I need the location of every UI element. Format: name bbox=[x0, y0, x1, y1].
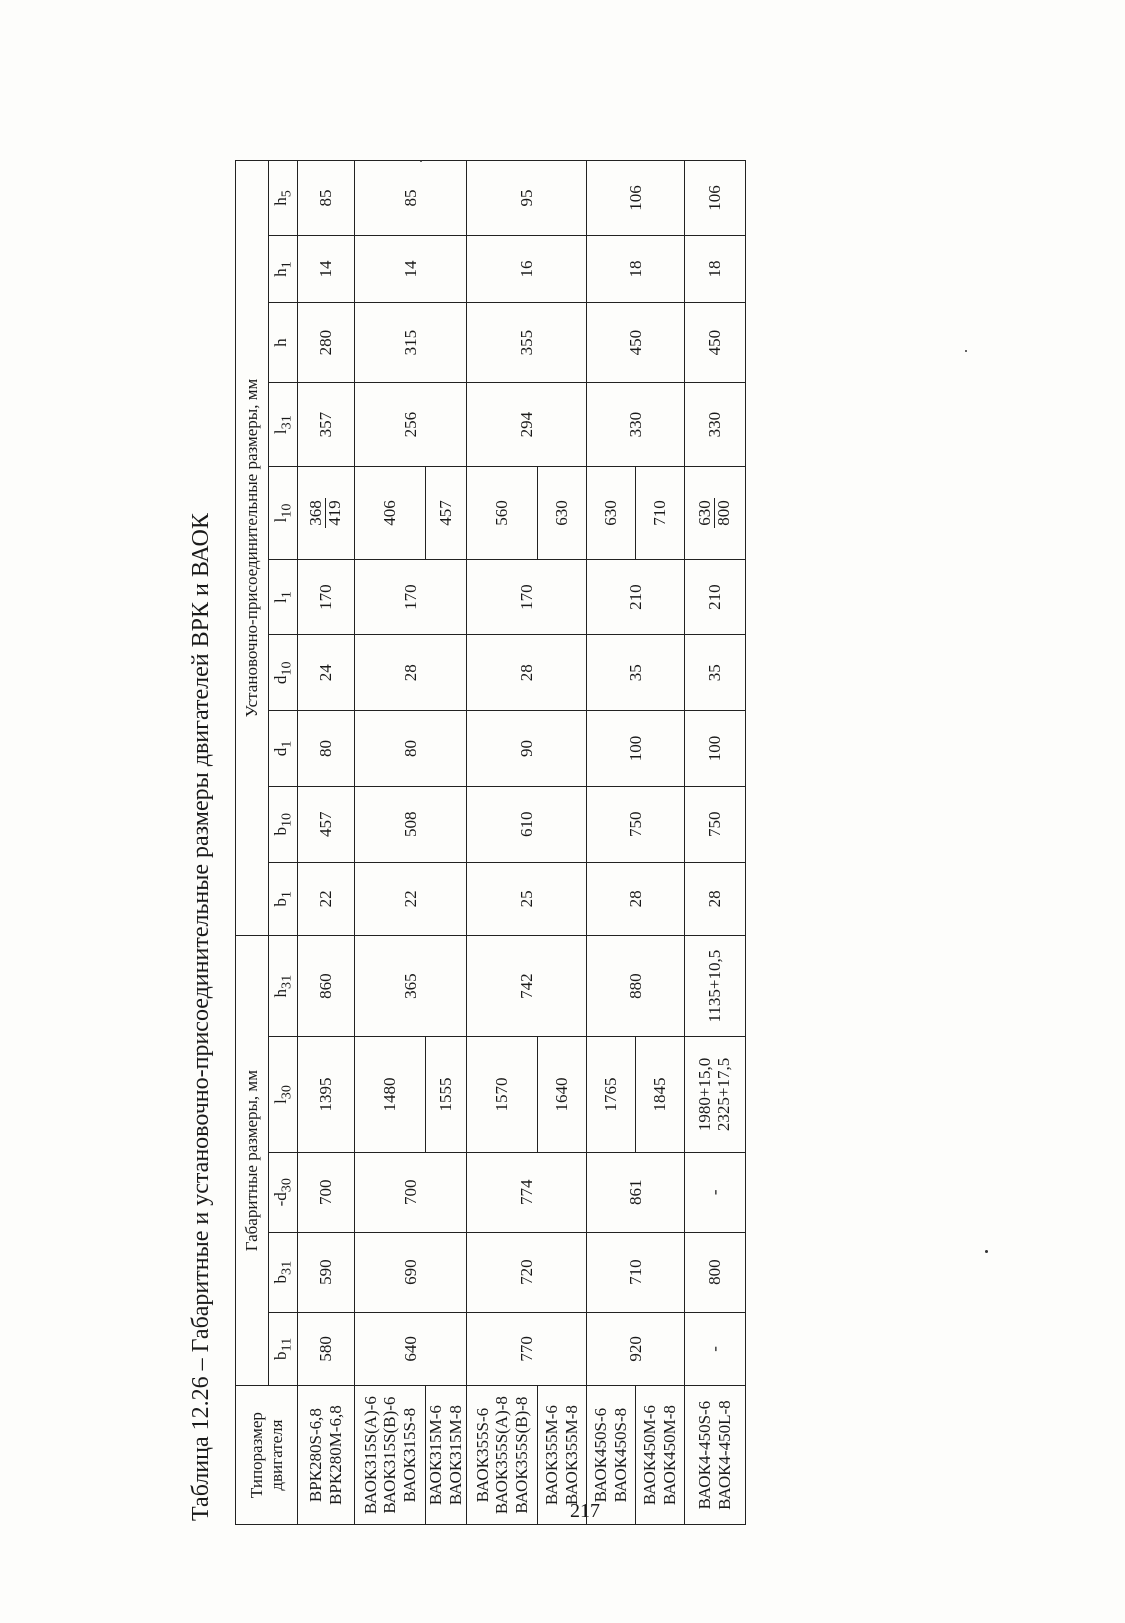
value-cell: - bbox=[685, 1312, 746, 1386]
col-b1: $b_1$ bbox=[269, 862, 298, 936]
value-cell: 1845 bbox=[636, 1037, 685, 1153]
col-b31: $b_{31}$ bbox=[269, 1232, 298, 1312]
value-cell: 280 bbox=[298, 303, 355, 383]
value-cell: - bbox=[685, 1152, 746, 1232]
value-cell: 406 bbox=[355, 467, 426, 560]
page-number: 217 bbox=[570, 1500, 600, 1522]
value-cell: 210 bbox=[685, 559, 746, 635]
value-cell: 700 bbox=[298, 1152, 355, 1232]
type-cell: ВАОК4-450S-6 ВАОК4-450L-8 bbox=[685, 1386, 746, 1525]
value-cell: 95 bbox=[467, 161, 587, 236]
value-cell: 1480 bbox=[355, 1037, 426, 1153]
value-cell: 1395 bbox=[298, 1037, 355, 1153]
type-cell: ВАОК450М-6 ВАОК450М-8 bbox=[636, 1386, 685, 1525]
value-cell: 610 bbox=[467, 786, 587, 862]
value-cell: 80 bbox=[298, 711, 355, 787]
value-cell: 508 bbox=[355, 786, 467, 862]
value-cell: 580 bbox=[298, 1312, 355, 1386]
value-cell: 28 bbox=[685, 862, 746, 936]
type-cell: ВАОК355S-6 ВАОК355S(А)-8 ВАОК355S(В)-8 bbox=[467, 1386, 538, 1525]
value-cell: 700 bbox=[355, 1152, 467, 1232]
col-l30: $l_{30}$ bbox=[269, 1037, 298, 1153]
header-type-line1: Типоразмер bbox=[246, 1412, 266, 1499]
value-cell: 640 bbox=[355, 1312, 467, 1386]
value-cell: 22 bbox=[298, 862, 355, 936]
table-row bbox=[467, 161, 538, 1525]
type-cell: ВАОК315S(А)-6 ВАОК315S(В)-6 ВАОК315S-8 bbox=[355, 1386, 426, 1525]
header-type-line2: двигателя bbox=[266, 1419, 286, 1491]
value-cell-fraction: 630 800 bbox=[685, 467, 746, 560]
value-cell: 16 bbox=[467, 235, 587, 302]
scan-speck bbox=[420, 160, 422, 162]
value-cell: 28 bbox=[355, 635, 467, 711]
value-cell: 80 bbox=[355, 711, 467, 787]
value-cell: 770 bbox=[467, 1312, 587, 1386]
value-cell: 22 bbox=[355, 862, 467, 936]
value-cell: 170 bbox=[467, 559, 587, 635]
value-cell: 750 bbox=[587, 786, 685, 862]
value-cell: 14 bbox=[355, 235, 467, 302]
value-cell: 35 bbox=[685, 635, 746, 711]
value-cell: 1555 bbox=[426, 1037, 467, 1153]
value-cell: 630 bbox=[538, 467, 587, 560]
col-d30: $-d_{30}$ bbox=[269, 1152, 298, 1232]
value-cell: 100 bbox=[685, 711, 746, 787]
scan-speck bbox=[985, 1250, 988, 1253]
value-cell: 330 bbox=[587, 383, 685, 467]
value-cell: 330 bbox=[685, 383, 746, 467]
type-cell: ВРК280S-6,8 ВРК280М-6,8 bbox=[298, 1386, 355, 1525]
col-l10: $l_{10}$ bbox=[269, 467, 298, 560]
table-caption: Таблица 12.26 – Габаритные и установочно-присоединительные размеры двигателей ВРК и ВАОК bbox=[188, 513, 214, 1521]
value-cell: 18 bbox=[587, 235, 685, 302]
value-cell: 720 bbox=[467, 1232, 587, 1312]
table-row bbox=[355, 161, 426, 1525]
value-cell: 357 bbox=[298, 383, 355, 467]
col-h5: $h_5$ bbox=[269, 161, 298, 236]
value-cell: 457 bbox=[426, 467, 467, 560]
value-cell: 14 bbox=[298, 235, 355, 302]
table-row bbox=[587, 161, 636, 1525]
value-cell: 106 bbox=[685, 161, 746, 236]
col-b10: $b_{10}$ bbox=[269, 786, 298, 862]
value-cell: 294 bbox=[467, 383, 587, 467]
value-cell: 210 bbox=[587, 559, 685, 635]
table-row bbox=[298, 161, 355, 1525]
value-cell: 750 bbox=[685, 786, 746, 862]
type-cell: ВАОК315М-6 ВАОК315М-8 bbox=[426, 1386, 467, 1525]
scan-speck bbox=[965, 350, 967, 352]
value-cell: 355 bbox=[467, 303, 587, 383]
value-cell: 85 bbox=[298, 161, 355, 236]
value-cell: 25 bbox=[467, 862, 587, 936]
value-cell: 774 bbox=[467, 1152, 587, 1232]
value-cell: 170 bbox=[355, 559, 467, 635]
col-h31: $h_{31}$ bbox=[269, 936, 298, 1037]
value-cell: 861 bbox=[587, 1152, 685, 1232]
value-cell: 365 bbox=[355, 936, 467, 1037]
value-cell: 450 bbox=[587, 303, 685, 383]
value-cell: 457 bbox=[298, 786, 355, 862]
value-cell: 450 bbox=[685, 303, 746, 383]
value-cell: 742 bbox=[467, 936, 587, 1037]
value-cell: 560 bbox=[467, 467, 538, 560]
col-d1: $d_1$ bbox=[269, 711, 298, 787]
value-cell: 920 bbox=[587, 1312, 685, 1386]
dimensions-table bbox=[235, 160, 746, 1525]
value-cell: 106 bbox=[587, 161, 685, 236]
col-h1: $h_1$ bbox=[269, 235, 298, 302]
value-cell: 1765 bbox=[587, 1037, 636, 1153]
value-cell: 880 bbox=[587, 936, 685, 1037]
col-d10: $d_{10}$ bbox=[269, 635, 298, 711]
value-cell: 710 bbox=[636, 467, 685, 560]
col-l31: $l_{31}$ bbox=[269, 383, 298, 467]
value-cell: 860 bbox=[298, 936, 355, 1037]
value-cell: 630 bbox=[587, 467, 636, 560]
value-cell: 24 bbox=[298, 635, 355, 711]
table-row bbox=[685, 161, 746, 1525]
rotated-page-content bbox=[180, 135, 820, 1535]
value-cell: 90 bbox=[467, 711, 587, 787]
value-cell: 18 bbox=[685, 235, 746, 302]
col-h: h bbox=[269, 303, 298, 383]
value-cell: 35 bbox=[587, 635, 685, 711]
header-overall-group: Габаритные размеры, мм bbox=[236, 936, 269, 1386]
value-cell: 690 bbox=[355, 1232, 467, 1312]
value-cell: 315 bbox=[355, 303, 467, 383]
value-cell: 590 bbox=[298, 1232, 355, 1312]
value-cell: 28 bbox=[467, 635, 587, 711]
col-b11: $b_{11}$ bbox=[269, 1312, 298, 1386]
value-cell-fraction: 368 419 bbox=[298, 467, 355, 560]
value-cell: 256 bbox=[355, 383, 467, 467]
value-cell: 1135+10,5 bbox=[685, 936, 746, 1037]
value-cell: 1980+15,0 2325+17,5 bbox=[685, 1037, 746, 1153]
header-mounting-group: Установочно-присоединительные размеры, мм bbox=[236, 161, 269, 936]
value-cell: 1640 bbox=[538, 1037, 587, 1153]
type-cell: ВАОК450S-6 ВАОК450S-8 bbox=[587, 1386, 636, 1525]
value-cell: 800 bbox=[685, 1232, 746, 1312]
value-cell: 100 bbox=[587, 711, 685, 787]
col-l1: $l_1$ bbox=[269, 559, 298, 635]
value-cell: 170 bbox=[298, 559, 355, 635]
value-cell: 28 bbox=[587, 862, 685, 936]
type-cell: ВАОК355М-6 ВАОК355М-8 bbox=[538, 1386, 587, 1525]
value-cell: 85 bbox=[355, 161, 467, 236]
header-type bbox=[236, 1386, 298, 1525]
value-cell: 1570 bbox=[467, 1037, 538, 1153]
value-cell: 710 bbox=[587, 1232, 685, 1312]
